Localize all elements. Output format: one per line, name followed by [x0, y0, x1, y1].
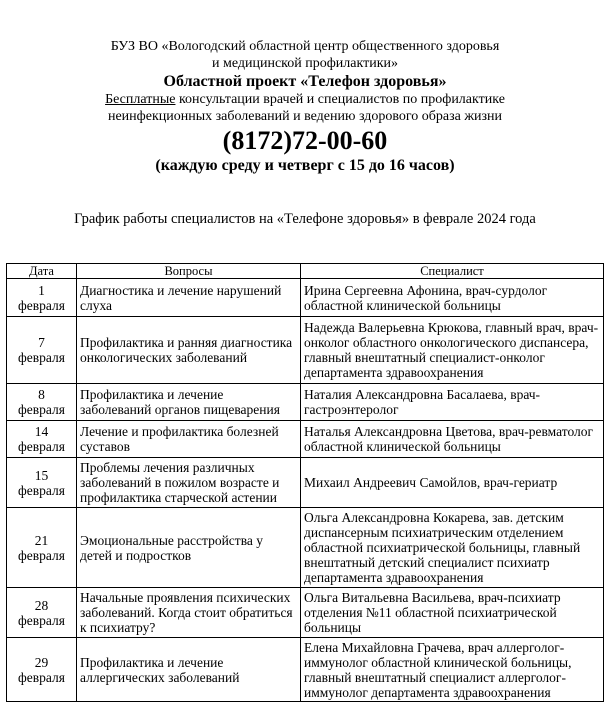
- date-day: 15: [34, 467, 49, 483]
- organization-line-1: БУЗ ВО «Вологодский областной центр общественного здоровья: [110, 39, 500, 54]
- table-row: [7, 317, 604, 384]
- schedule-title: График работы специалистов на «Телефоне здоровья» в феврале 2024 года: [74, 211, 536, 227]
- topic-cell: Проблемы лечения различных заболеваний в пожилом возрасте и профилактика старческой астении: [77, 458, 301, 508]
- phone-number: (8172)72-00-60: [222, 126, 388, 155]
- date-cell: [7, 508, 77, 588]
- date-cell: [7, 458, 77, 508]
- date-month: февраля: [18, 350, 65, 365]
- table-row: [7, 638, 604, 702]
- specialist-cell: Наталия Александровна Басалаева, врач-гастроэнтеролог: [301, 384, 604, 421]
- table-row: [7, 588, 604, 638]
- schedule-table: [6, 263, 604, 702]
- date-month: февраля: [18, 547, 65, 563]
- topic-cell: Эмоциональные расстройства у детей и подростков: [77, 508, 301, 588]
- date-day: 28: [34, 597, 49, 613]
- table-row: [7, 279, 604, 317]
- date-cell: [7, 317, 77, 384]
- specialist-cell: Ольга Александровна Кокарева, зав. детским диспансерным психиатрическим отделением областной психиатрической больницы, главный внештатный детский специалист психиатр департамента здравоохранения: [301, 508, 604, 588]
- date-cell: [7, 384, 77, 421]
- date-day: 8: [38, 387, 45, 402]
- date-month: февраля: [18, 482, 65, 498]
- specialist-cell: Елена Михайловна Грачева, врач аллерголог-иммунолог областной клинической больницы, главный внештатный специалист аллерголог-иммунолог департамента здравоохранения: [301, 638, 604, 702]
- date-month: февраля: [18, 402, 65, 417]
- date-day: 7: [38, 335, 45, 350]
- date-month: февраля: [18, 669, 65, 685]
- topic-cell: Начальные проявления психических заболеваний. Когда стоит обратиться к психиатру?: [77, 588, 301, 638]
- topic-cell: Профилактика и лечение заболеваний органов пищеварения: [77, 384, 301, 421]
- specialist-cell: Ирина Сергеевна Афонина, врач-сурдолог областной клинической больницы: [301, 279, 604, 317]
- column-header-specialist: Специалист: [301, 264, 604, 279]
- free-word: Бесплатные: [105, 92, 176, 107]
- specialist-cell: Наталья Александровна Цветова, врач-ревматолог областной клинической больницы: [301, 421, 604, 458]
- date-month: февраля: [18, 297, 65, 313]
- topic-cell: Лечение и профилактика болезней суставов: [77, 421, 301, 458]
- date-day: 1: [38, 282, 45, 298]
- table-row: [7, 458, 604, 508]
- date-day: 21: [34, 532, 49, 548]
- table-header-row: [7, 264, 604, 279]
- table-row: [7, 384, 604, 421]
- topic-cell: Диагностика и лечение нарушений слуха: [77, 279, 301, 317]
- date-cell: [7, 638, 77, 702]
- date-day: 29: [34, 654, 49, 670]
- date-cell: [7, 421, 77, 458]
- date-cell: [7, 279, 77, 317]
- date-cell: [7, 588, 77, 638]
- column-header-date: Дата: [7, 264, 77, 279]
- topic-cell: Профилактика и ранняя диагностика онкологических заболеваний: [77, 317, 301, 384]
- date-day: 14: [34, 424, 49, 439]
- document-header: [0, 38, 610, 176]
- hours-note: (каждую среду и четверг с 15 до 16 часов): [155, 157, 455, 174]
- specialist-cell: Ольга Витальевна Васильева, врач-психиатр отделения №11 областной психиатрической больницы: [301, 588, 604, 638]
- table-row: [7, 508, 604, 588]
- description-line-2: неинфекционных заболеваний и ведению здорового образа жизни: [107, 109, 503, 124]
- description-line-1-rest: консультации врачей и специалистов по профилактике: [175, 92, 505, 107]
- topic-cell: Профилактика и лечение аллергических заболеваний: [77, 638, 301, 702]
- description-line-1: [0, 91, 610, 108]
- organization-line-2: и медицинской профилактики»: [211, 56, 399, 71]
- column-header-topic: Вопросы: [77, 264, 301, 279]
- specialist-cell: Михаил Андреевич Самойлов, врач-гериатр: [301, 458, 604, 508]
- project-title: Областной проект «Телефон здоровья»: [163, 73, 447, 90]
- date-month: февраля: [18, 439, 65, 454]
- specialist-cell: Надежда Валерьевна Крюкова, главный врач, врач-онколог областного онкологического диспансера, главный внештатный специалист-онколог департамента здравоохранения: [301, 317, 604, 384]
- date-month: февраля: [18, 612, 65, 628]
- table-row: [7, 421, 604, 458]
